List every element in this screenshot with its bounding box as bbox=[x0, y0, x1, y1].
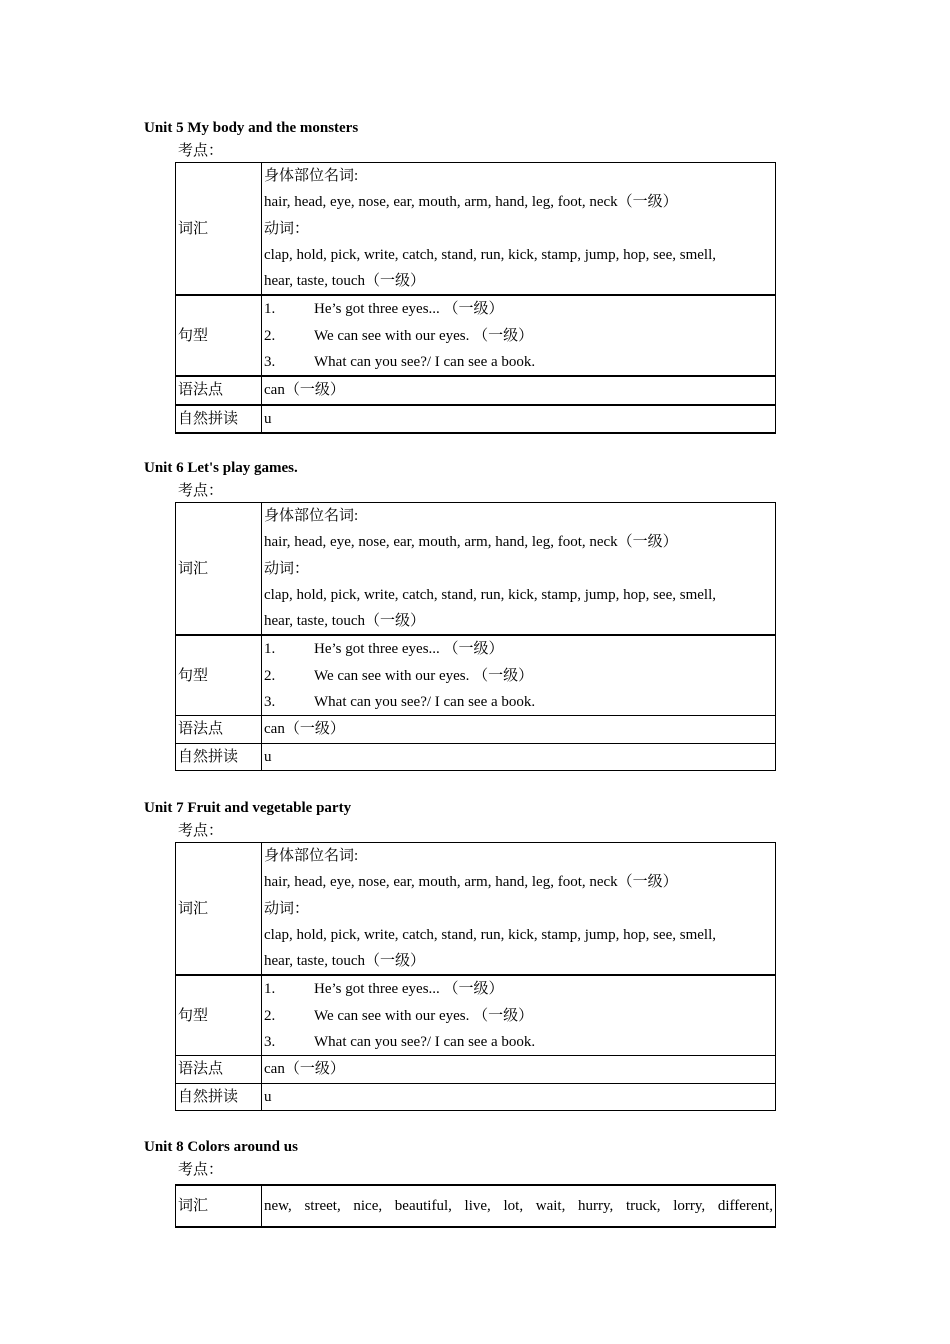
pattern-number: 3. bbox=[264, 354, 276, 371]
pattern-number: 3. bbox=[264, 1034, 276, 1051]
vocab-cell bbox=[262, 503, 776, 636]
exam-points-table bbox=[175, 842, 776, 1111]
vocab-line: 动词： bbox=[264, 560, 310, 577]
pattern-number: 2. bbox=[264, 327, 276, 344]
exam-points-table bbox=[175, 1184, 776, 1228]
vocab-line: 身体部位名词: bbox=[264, 168, 359, 184]
grammar-label: 语法点 bbox=[176, 376, 262, 404]
exam-points-label: 考点： bbox=[178, 143, 224, 159]
pattern-label: 句型 bbox=[176, 635, 262, 715]
pattern-text: We can see with our eyes. （一级） bbox=[314, 1007, 534, 1024]
exam-points-label: 考点： bbox=[178, 823, 224, 839]
vocab-label: 词汇 bbox=[176, 843, 262, 976]
unit-6-section bbox=[144, 458, 776, 771]
pattern-cell bbox=[262, 975, 776, 1055]
pattern-item bbox=[264, 663, 773, 689]
unit-8-section bbox=[144, 1137, 776, 1228]
pattern-item bbox=[264, 636, 773, 662]
unit-5-section bbox=[144, 118, 776, 434]
phonics-label: 自然拼读 bbox=[176, 405, 262, 433]
exam-points-table bbox=[175, 502, 776, 771]
grammar-value: can（一级） bbox=[262, 1056, 776, 1083]
pattern-text: He’s got three eyes... （一级） bbox=[314, 641, 504, 658]
pattern-cell bbox=[262, 295, 776, 376]
exam-points-label: 考点： bbox=[178, 483, 224, 499]
vocab-label: 词汇 bbox=[176, 1185, 262, 1227]
grammar-value: can（一级） bbox=[262, 716, 776, 743]
phonics-value: u bbox=[262, 1083, 776, 1110]
grammar-value: can（一级） bbox=[262, 376, 776, 404]
phonics-label: 自然拼读 bbox=[176, 1083, 262, 1110]
vocab-line: 身体部位名词: bbox=[264, 848, 359, 864]
pattern-item bbox=[264, 1029, 773, 1055]
pattern-text: He’s got three eyes... （一级） bbox=[314, 981, 504, 998]
pattern-item bbox=[264, 296, 773, 322]
vocab-line: hear, taste, touch（一级） bbox=[264, 953, 426, 970]
pattern-number: 1. bbox=[264, 301, 276, 318]
pattern-number: 3. bbox=[264, 694, 276, 711]
exam-points-label: 考点： bbox=[178, 1162, 224, 1178]
vocab-line: hear, taste, touch（一级） bbox=[264, 613, 426, 630]
pattern-cell bbox=[262, 635, 776, 715]
pattern-text: We can see with our eyes. （一级） bbox=[314, 667, 534, 684]
pattern-number: 2. bbox=[264, 667, 276, 684]
vocab-line: hear, taste, touch（一级） bbox=[264, 273, 426, 290]
pattern-item bbox=[264, 976, 773, 1002]
vocab-line: 身体部位名词: bbox=[264, 508, 359, 524]
vocab-cell bbox=[262, 163, 776, 296]
vocab-label: 词汇 bbox=[176, 163, 262, 296]
pattern-item bbox=[264, 1003, 773, 1029]
pattern-number: 1. bbox=[264, 641, 276, 658]
exam-points-table bbox=[175, 162, 776, 434]
vocab-label: 词汇 bbox=[176, 503, 262, 636]
unit-title: Unit 7 Fruit and vegetable party bbox=[144, 800, 352, 816]
phonics-value: u bbox=[262, 405, 776, 433]
vocab-line: hair, head, eye, nose, ear, mouth, arm, hand, leg, foot, neck（一级） bbox=[264, 534, 678, 551]
unit-title: Unit 6 Let's play games. bbox=[144, 460, 298, 476]
vocab-line: clap, hold, pick, write, catch, stand, run, kick, stamp, jump, hop, see, smell, bbox=[264, 586, 716, 603]
unit-title: Unit 5 My body and the monsters bbox=[144, 120, 359, 136]
pattern-text: He’s got three eyes... （一级） bbox=[314, 301, 504, 318]
vocab-line: 动词： bbox=[264, 900, 310, 917]
vocab-line: clap, hold, pick, write, catch, stand, run, kick, stamp, jump, hop, see, smell, bbox=[264, 926, 716, 943]
unit-title: Unit 8 Colors around us bbox=[144, 1139, 298, 1155]
pattern-number: 2. bbox=[264, 1007, 276, 1024]
pattern-text: We can see with our eyes. （一级） bbox=[314, 327, 534, 344]
pattern-item bbox=[264, 349, 773, 375]
pattern-text: What can you see?/ I can see a book. bbox=[314, 1034, 536, 1051]
vocab-cell bbox=[262, 843, 776, 976]
pattern-text: What can you see?/ I can see a book. bbox=[314, 354, 536, 371]
pattern-label: 句型 bbox=[176, 975, 262, 1055]
phonics-value: u bbox=[262, 743, 776, 770]
vocab-cell bbox=[262, 1185, 776, 1227]
pattern-number: 1. bbox=[264, 981, 276, 998]
vocab-line: clap, hold, pick, write, catch, stand, run, kick, stamp, jump, hop, see, smell, bbox=[264, 246, 716, 263]
phonics-label: 自然拼读 bbox=[176, 743, 262, 770]
vocab-line: hair, head, eye, nose, ear, mouth, arm, hand, leg, foot, neck（一级） bbox=[264, 194, 678, 211]
pattern-text: What can you see?/ I can see a book. bbox=[314, 694, 536, 711]
pattern-label: 句型 bbox=[176, 295, 262, 376]
pattern-item bbox=[264, 689, 773, 715]
unit-7-section bbox=[144, 798, 776, 1111]
grammar-label: 语法点 bbox=[176, 716, 262, 743]
pattern-item bbox=[264, 323, 773, 349]
grammar-label: 语法点 bbox=[176, 1056, 262, 1083]
vocab-line: hair, head, eye, nose, ear, mouth, arm, hand, leg, foot, neck（一级） bbox=[264, 874, 678, 891]
vocab-line: new, street, nice, beautiful, live, lot, wait, hurry, truck, lorry, different, bbox=[264, 1197, 773, 1214]
vocab-line: 动词： bbox=[264, 220, 310, 237]
